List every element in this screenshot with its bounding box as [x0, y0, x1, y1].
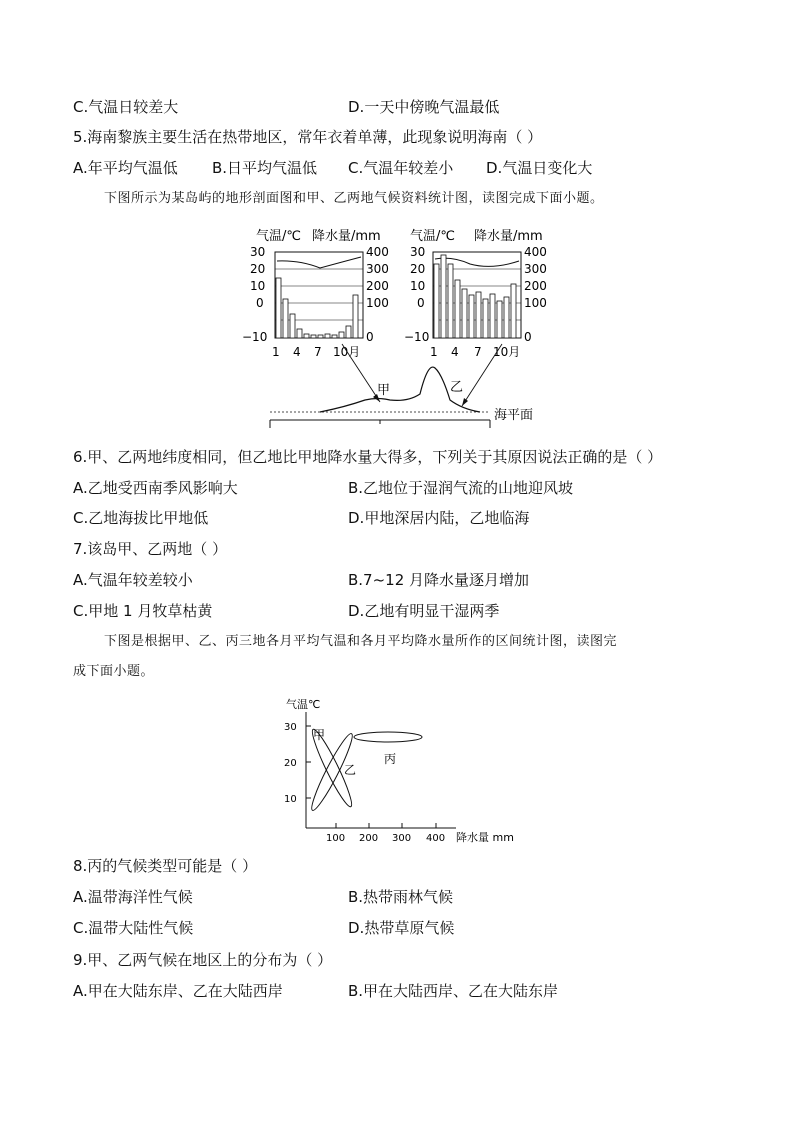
q7-option-d: D.乙地有明显干湿两季 [348, 602, 500, 620]
range-ytick: 10 [284, 794, 297, 805]
profile-label-yi: 乙 [450, 380, 464, 395]
right-precip-tick: 300 [524, 262, 547, 276]
range-xtick: 400 [426, 833, 446, 844]
pointer-line-jia [342, 344, 380, 402]
range-label-yi: 乙 [344, 763, 357, 777]
right-temp-tick: 0 [417, 296, 425, 310]
q6-option-d: D.甲地深居内陆，乙地临海 [348, 509, 530, 527]
right-precip-tick: 200 [524, 279, 547, 293]
q7-option-b: B.7~12 月降水量逐月增加 [348, 571, 530, 589]
climate-chart-jia [242, 228, 389, 359]
left-precip-tick: 100 [366, 296, 389, 310]
intro-1: 下图所示为某岛屿的地形剖面图和甲、乙两地气候资料统计图，读图完成下面小题。 [104, 191, 604, 206]
q5-option-c: C.气温年较差小 [348, 159, 454, 177]
right-precip-tick: 400 [524, 245, 547, 259]
pointer-line-yi [462, 344, 502, 406]
q6-stem: 6.甲、乙两地纬度相同，但乙地比甲地降水量大得多，下列关于其原因说法正确的是（ ） [73, 448, 663, 466]
left-temp-tick: 10 [250, 279, 266, 293]
q7-option-c: C.甲地 1 月牧草枯黄 [73, 602, 213, 620]
q4-option-c: C.气温日较差大 [73, 98, 179, 116]
left-month-tick: 1 [272, 345, 280, 359]
q8-option-a: A.温带海洋性气候 [73, 888, 193, 906]
profile-label-jia: 甲 [377, 383, 391, 398]
q5-option-b: B.日平均气温低 [212, 159, 318, 177]
right-month-tick: 10月 [493, 345, 521, 359]
right-precip-tick: 0 [524, 330, 532, 344]
right-precip-tick: 100 [524, 296, 547, 310]
right-temp-tick: 30 [410, 245, 426, 259]
left-temp-tick: 30 [250, 245, 266, 259]
left-month-tick: 4 [293, 345, 301, 359]
left-month-tick: 10月 [333, 345, 361, 359]
range-xtick: 100 [326, 833, 346, 844]
intro-2-line2: 成下面小题。 [73, 664, 155, 679]
sea-level-label: 海平面 [494, 408, 534, 423]
q5-option-d: D.气温日变化大 [486, 159, 593, 177]
range-label-bing: 丙 [384, 752, 397, 766]
right-month-tick: 4 [451, 345, 459, 359]
q4-option-d: D.一天中傍晚气温最低 [348, 98, 500, 116]
q6-option-a: A.乙地受西南季风影响大 [73, 479, 238, 497]
range-ylabel: 气温℃ [286, 698, 321, 711]
right-temp-tick: 10 [410, 279, 426, 293]
q7-stem: 7.该岛甲、乙两地（ ） [73, 540, 228, 558]
right-month-tick: 7 [474, 345, 482, 359]
right-temp-label: 气温/℃ [410, 229, 455, 244]
left-precip-tick: 200 [366, 279, 389, 293]
left-precip-tick: 400 [366, 245, 389, 259]
left-temp-tick: 20 [250, 262, 266, 276]
left-precip-tick: 300 [366, 262, 389, 276]
q6-option-b: B.乙地位于湿润气流的山地迎风坡 [348, 479, 574, 497]
q5-option-a: A.年平均气温低 [73, 159, 178, 177]
left-precip-tick: 0 [366, 330, 374, 344]
range-label-jia: 甲 [313, 728, 326, 742]
range-xlabel: 降水量 mm [456, 831, 514, 844]
range-ytick: 30 [284, 722, 297, 733]
q5-stem: 5.海南黎族主要生活在热带地区，常年衣着单薄，此现象说明海南（ ） [73, 128, 543, 146]
q6-option-c: C.乙地海拔比甲地低 [73, 509, 209, 527]
right-temp-tick: −10 [404, 330, 430, 344]
q9-stem: 9.甲、乙两气候在地区上的分布为（ ） [73, 951, 333, 969]
right-temp-tick: 20 [410, 262, 426, 276]
q8-stem: 8.丙的气候类型可能是（ ） [73, 857, 258, 875]
range-xtick: 300 [392, 833, 412, 844]
left-month-tick: 7 [314, 345, 322, 359]
right-month-tick: 1 [430, 345, 438, 359]
right-precip-label: 降水量/mm [474, 229, 543, 244]
intro-2-line1: 下图是根据甲、乙、丙三地各月平均气温和各月平均降水量所作的区间统计图，读图完 [104, 634, 618, 649]
climate-chart-yi [404, 228, 547, 359]
q8-option-d: D.热带草原气候 [348, 919, 455, 937]
left-temp-tick: 0 [256, 296, 264, 310]
q9-option-b: B.甲在大陆西岸、乙在大陆东岸 [348, 982, 559, 1000]
q7-option-a: A.气温年较差较小 [73, 571, 193, 589]
figure-range-chart [280, 692, 530, 848]
q8-option-c: C.温带大陆性气候 [73, 919, 194, 937]
figure-island-profile [240, 222, 560, 436]
left-temp-label: 气温/℃ [256, 229, 301, 244]
left-precip-label: 降水量/mm [312, 229, 381, 244]
left-temp-tick: −10 [242, 330, 268, 344]
range-ytick: 20 [284, 758, 297, 769]
range-xtick: 200 [359, 833, 379, 844]
q9-option-a: A.甲在大陆东岸、乙在大陆西岸 [73, 982, 283, 1000]
q8-option-b: B.热带雨林气候 [348, 888, 454, 906]
ellipse-bing [354, 732, 422, 742]
